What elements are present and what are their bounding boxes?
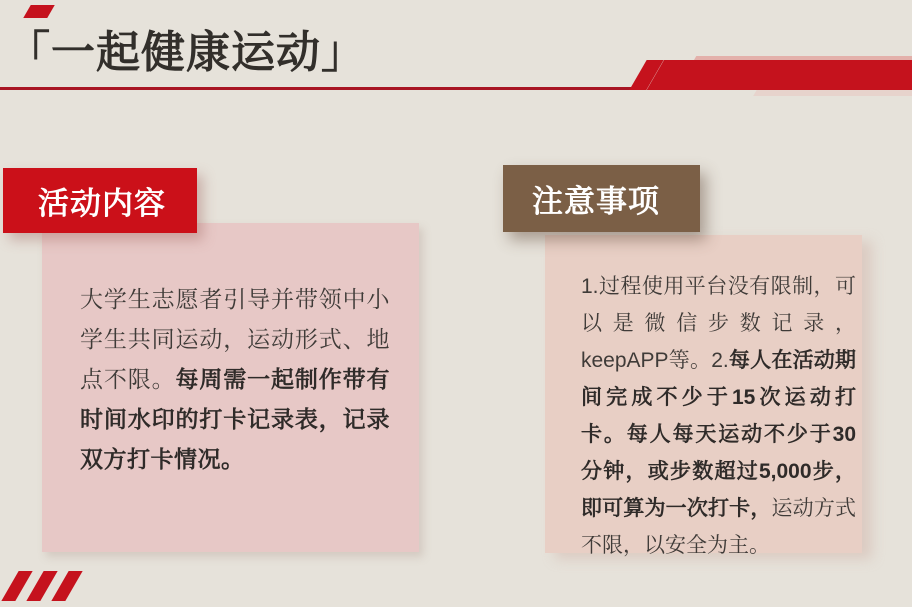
bottom-left-stripes-icon [10, 571, 74, 601]
activity-body-text [42, 223, 419, 479]
top-right-bar-decoration [647, 60, 912, 90]
notes-content-panel [545, 235, 862, 557]
stripe [51, 571, 82, 601]
activity-content-panel [42, 223, 419, 552]
notes-body-part1: 1.过程使用平台没有限制，可以是微信步数记录，keepAPP等。2. [581, 275, 856, 372]
notes-body-text [545, 235, 862, 564]
notes-body-part2: 运动方式不限，以安全为主。 [581, 497, 856, 557]
notes-body-bold: 每人在活动期间完成不少于15次运动打卡。每人每天运动不少于30分钟，或步数超过5,000步，即可算为一次打卡， [581, 349, 856, 520]
activity-header-box [3, 168, 197, 233]
activity-body-regular: 大学生志愿者引导并带领中小学生共同运动，运动形式、地点不限。 [80, 286, 390, 392]
activity-body-bold: 每周需一起制作带有时间水印的打卡记录表，记录双方打卡情况。 [80, 366, 390, 472]
activity-header-label: 活动内容 [38, 186, 166, 221]
notes-header-label: 注意事项 [532, 184, 660, 219]
title-underline [0, 87, 632, 90]
notes-header-box [503, 165, 700, 232]
page-title: 「一起健康运动」 [6, 28, 366, 77]
